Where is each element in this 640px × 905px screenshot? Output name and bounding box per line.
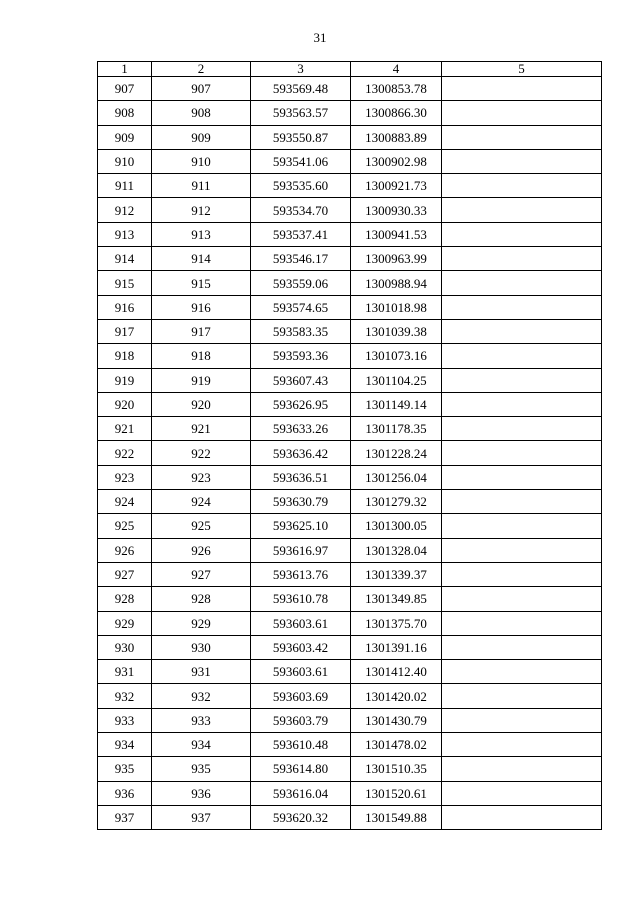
table-cell (442, 684, 602, 708)
table-cell (442, 660, 602, 684)
table-cell: 937 (152, 805, 251, 829)
table-cell: 593625.10 (251, 514, 351, 538)
table-cell (442, 538, 602, 562)
table-cell: 1301520.61 (351, 781, 442, 805)
table-cell: 1301391.16 (351, 635, 442, 659)
table-cell: 593535.60 (251, 174, 351, 198)
table-cell: 930 (152, 635, 251, 659)
page-number: 31 (313, 30, 327, 45)
table-cell (442, 611, 602, 635)
column-header: 3 (251, 62, 351, 77)
table-cell: 1301339.37 (351, 562, 442, 586)
table-cell: 932 (152, 684, 251, 708)
table-cell: 920 (98, 392, 152, 416)
table-cell (442, 368, 602, 392)
table-cell: 593630.79 (251, 490, 351, 514)
table-cell: 593616.97 (251, 538, 351, 562)
table-cell: 1300963.99 (351, 247, 442, 271)
table-cell: 908 (152, 101, 251, 125)
table-row (98, 368, 602, 392)
table-cell: 593550.87 (251, 125, 351, 149)
table-row (98, 222, 602, 246)
column-header: 4 (351, 62, 442, 77)
table-cell (442, 587, 602, 611)
table-cell: 927 (98, 562, 152, 586)
table-cell: 928 (98, 587, 152, 611)
table-cell: 915 (152, 271, 251, 295)
table-cell: 1301420.02 (351, 684, 442, 708)
table-cell: 909 (152, 125, 251, 149)
table-cell: 1301073.16 (351, 344, 442, 368)
table-cell: 593603.61 (251, 611, 351, 635)
table-cell: 920 (152, 392, 251, 416)
table-row (98, 538, 602, 562)
table-row (98, 125, 602, 149)
table-row (98, 490, 602, 514)
table-cell: 593574.65 (251, 295, 351, 319)
table-cell: 924 (98, 490, 152, 514)
table-row (98, 465, 602, 489)
table-row (98, 271, 602, 295)
table-cell (442, 149, 602, 173)
table-cell: 593636.51 (251, 465, 351, 489)
table-cell: 926 (98, 538, 152, 562)
table-cell: 1301412.40 (351, 660, 442, 684)
table-cell: 921 (98, 417, 152, 441)
table-cell (442, 271, 602, 295)
table-cell: 1301018.98 (351, 295, 442, 319)
table-cell: 593546.17 (251, 247, 351, 271)
table-cell (442, 781, 602, 805)
table-cell (442, 174, 602, 198)
table-cell: 593534.70 (251, 198, 351, 222)
table-row (98, 611, 602, 635)
table-cell (442, 733, 602, 757)
table-cell: 919 (152, 368, 251, 392)
table-cell: 923 (98, 465, 152, 489)
table-cell: 914 (152, 247, 251, 271)
column-header: 2 (152, 62, 251, 77)
table-cell: 923 (152, 465, 251, 489)
table-cell: 909 (98, 125, 152, 149)
table-row (98, 757, 602, 781)
table-cell: 593537.41 (251, 222, 351, 246)
table-cell (442, 417, 602, 441)
table-row (98, 198, 602, 222)
table-row (98, 733, 602, 757)
table-cell: 1300921.73 (351, 174, 442, 198)
table-cell: 1301478.02 (351, 733, 442, 757)
table-cell: 907 (152, 77, 251, 101)
table-cell: 913 (98, 222, 152, 246)
table-row (98, 149, 602, 173)
table-cell: 1301328.04 (351, 538, 442, 562)
table-cell: 593541.06 (251, 149, 351, 173)
table-cell: 917 (98, 319, 152, 343)
table-cell: 593593.36 (251, 344, 351, 368)
table-cell: 934 (152, 733, 251, 757)
table-cell: 921 (152, 417, 251, 441)
table-cell: 933 (152, 708, 251, 732)
table-cell: 928 (152, 587, 251, 611)
table-cell: 1300930.33 (351, 198, 442, 222)
table-cell: 934 (98, 733, 152, 757)
table-cell (442, 490, 602, 514)
table-cell: 912 (98, 198, 152, 222)
table-cell: 1301104.25 (351, 368, 442, 392)
table-cell: 593613.76 (251, 562, 351, 586)
table-cell: 1301279.32 (351, 490, 442, 514)
table-cell: 911 (98, 174, 152, 198)
table-row (98, 660, 602, 684)
table-cell: 935 (152, 757, 251, 781)
table-row (98, 684, 602, 708)
table-cell: 925 (152, 514, 251, 538)
table-cell: 922 (98, 441, 152, 465)
table-cell: 1300941.53 (351, 222, 442, 246)
table-row (98, 295, 602, 319)
table-cell: 593559.06 (251, 271, 351, 295)
table-cell: 1301228.24 (351, 441, 442, 465)
table-cell: 1301149.14 (351, 392, 442, 416)
table-cell: 593614.80 (251, 757, 351, 781)
table-cell: 593603.42 (251, 635, 351, 659)
table-cell: 931 (152, 660, 251, 684)
table-row (98, 319, 602, 343)
table-cell: 916 (98, 295, 152, 319)
table-row (98, 708, 602, 732)
table-cell: 593620.32 (251, 805, 351, 829)
table-cell: 1300866.30 (351, 101, 442, 125)
table-cell: 1300883.89 (351, 125, 442, 149)
table-cell: 937 (98, 805, 152, 829)
table-row (98, 174, 602, 198)
table-cell: 910 (98, 149, 152, 173)
table-cell: 593603.79 (251, 708, 351, 732)
table-cell: 1300902.98 (351, 149, 442, 173)
table-cell: 1301375.70 (351, 611, 442, 635)
table-cell (442, 101, 602, 125)
table-cell: 933 (98, 708, 152, 732)
table-row (98, 247, 602, 271)
table-cell: 593569.48 (251, 77, 351, 101)
table-cell (442, 392, 602, 416)
table-cell (442, 77, 602, 101)
table-cell: 593616.04 (251, 781, 351, 805)
table-row (98, 514, 602, 538)
table-cell: 916 (152, 295, 251, 319)
table-cell: 1300853.78 (351, 77, 442, 101)
table-row (98, 562, 602, 586)
table-row (98, 587, 602, 611)
table-cell (442, 562, 602, 586)
table-cell (442, 635, 602, 659)
table-row (98, 441, 602, 465)
table-cell: 915 (98, 271, 152, 295)
table-cell (442, 441, 602, 465)
table-cell: 910 (152, 149, 251, 173)
table-cell: 936 (98, 781, 152, 805)
table-cell: 911 (152, 174, 251, 198)
table-cell: 1301349.85 (351, 587, 442, 611)
table-cell: 912 (152, 198, 251, 222)
table-cell: 924 (152, 490, 251, 514)
table-cell (442, 125, 602, 149)
table-cell (442, 198, 602, 222)
table-row (98, 101, 602, 125)
table-cell: 913 (152, 222, 251, 246)
table-cell: 593607.43 (251, 368, 351, 392)
table-cell: 593636.42 (251, 441, 351, 465)
table-cell: 1301039.38 (351, 319, 442, 343)
table-cell: 593633.26 (251, 417, 351, 441)
table-cell: 1300988.94 (351, 271, 442, 295)
table-body (98, 77, 602, 830)
table-cell: 1301178.35 (351, 417, 442, 441)
table-row (98, 344, 602, 368)
table-cell: 908 (98, 101, 152, 125)
table-row (98, 77, 602, 101)
table-cell: 593563.57 (251, 101, 351, 125)
coordinates-table (97, 61, 602, 830)
table-row (98, 781, 602, 805)
table-cell: 593610.48 (251, 733, 351, 757)
table-cell: 929 (98, 611, 152, 635)
table-cell: 936 (152, 781, 251, 805)
table-row (98, 417, 602, 441)
table-cell (442, 344, 602, 368)
table-cell: 593603.61 (251, 660, 351, 684)
column-header: 1 (98, 62, 152, 77)
table-cell: 918 (152, 344, 251, 368)
table-cell: 919 (98, 368, 152, 392)
table-cell: 593626.95 (251, 392, 351, 416)
table-row (98, 392, 602, 416)
column-header: 5 (442, 62, 602, 77)
table-cell: 1301549.88 (351, 805, 442, 829)
table-cell: 922 (152, 441, 251, 465)
table-cell: 932 (98, 684, 152, 708)
table-cell: 1301256.04 (351, 465, 442, 489)
table-cell (442, 247, 602, 271)
table-row (98, 635, 602, 659)
table-cell (442, 295, 602, 319)
table-cell (442, 514, 602, 538)
table-cell: 1301430.79 (351, 708, 442, 732)
table-cell: 927 (152, 562, 251, 586)
table-cell: 1301510.35 (351, 757, 442, 781)
table-cell: 929 (152, 611, 251, 635)
table-cell: 926 (152, 538, 251, 562)
table-cell: 935 (98, 757, 152, 781)
table-cell: 918 (98, 344, 152, 368)
table-cell (442, 465, 602, 489)
table-cell: 593603.69 (251, 684, 351, 708)
table-cell: 925 (98, 514, 152, 538)
table-cell: 914 (98, 247, 152, 271)
table-cell (442, 805, 602, 829)
table-cell: 907 (98, 77, 152, 101)
table-cell: 1301300.05 (351, 514, 442, 538)
table-cell (442, 708, 602, 732)
table-cell (442, 319, 602, 343)
table-cell: 917 (152, 319, 251, 343)
table-cell: 593610.78 (251, 587, 351, 611)
table-row (98, 805, 602, 829)
table-header-row (98, 62, 602, 77)
table-cell (442, 222, 602, 246)
table-cell: 930 (98, 635, 152, 659)
table-cell: 931 (98, 660, 152, 684)
table-cell (442, 757, 602, 781)
table-cell: 593583.35 (251, 319, 351, 343)
